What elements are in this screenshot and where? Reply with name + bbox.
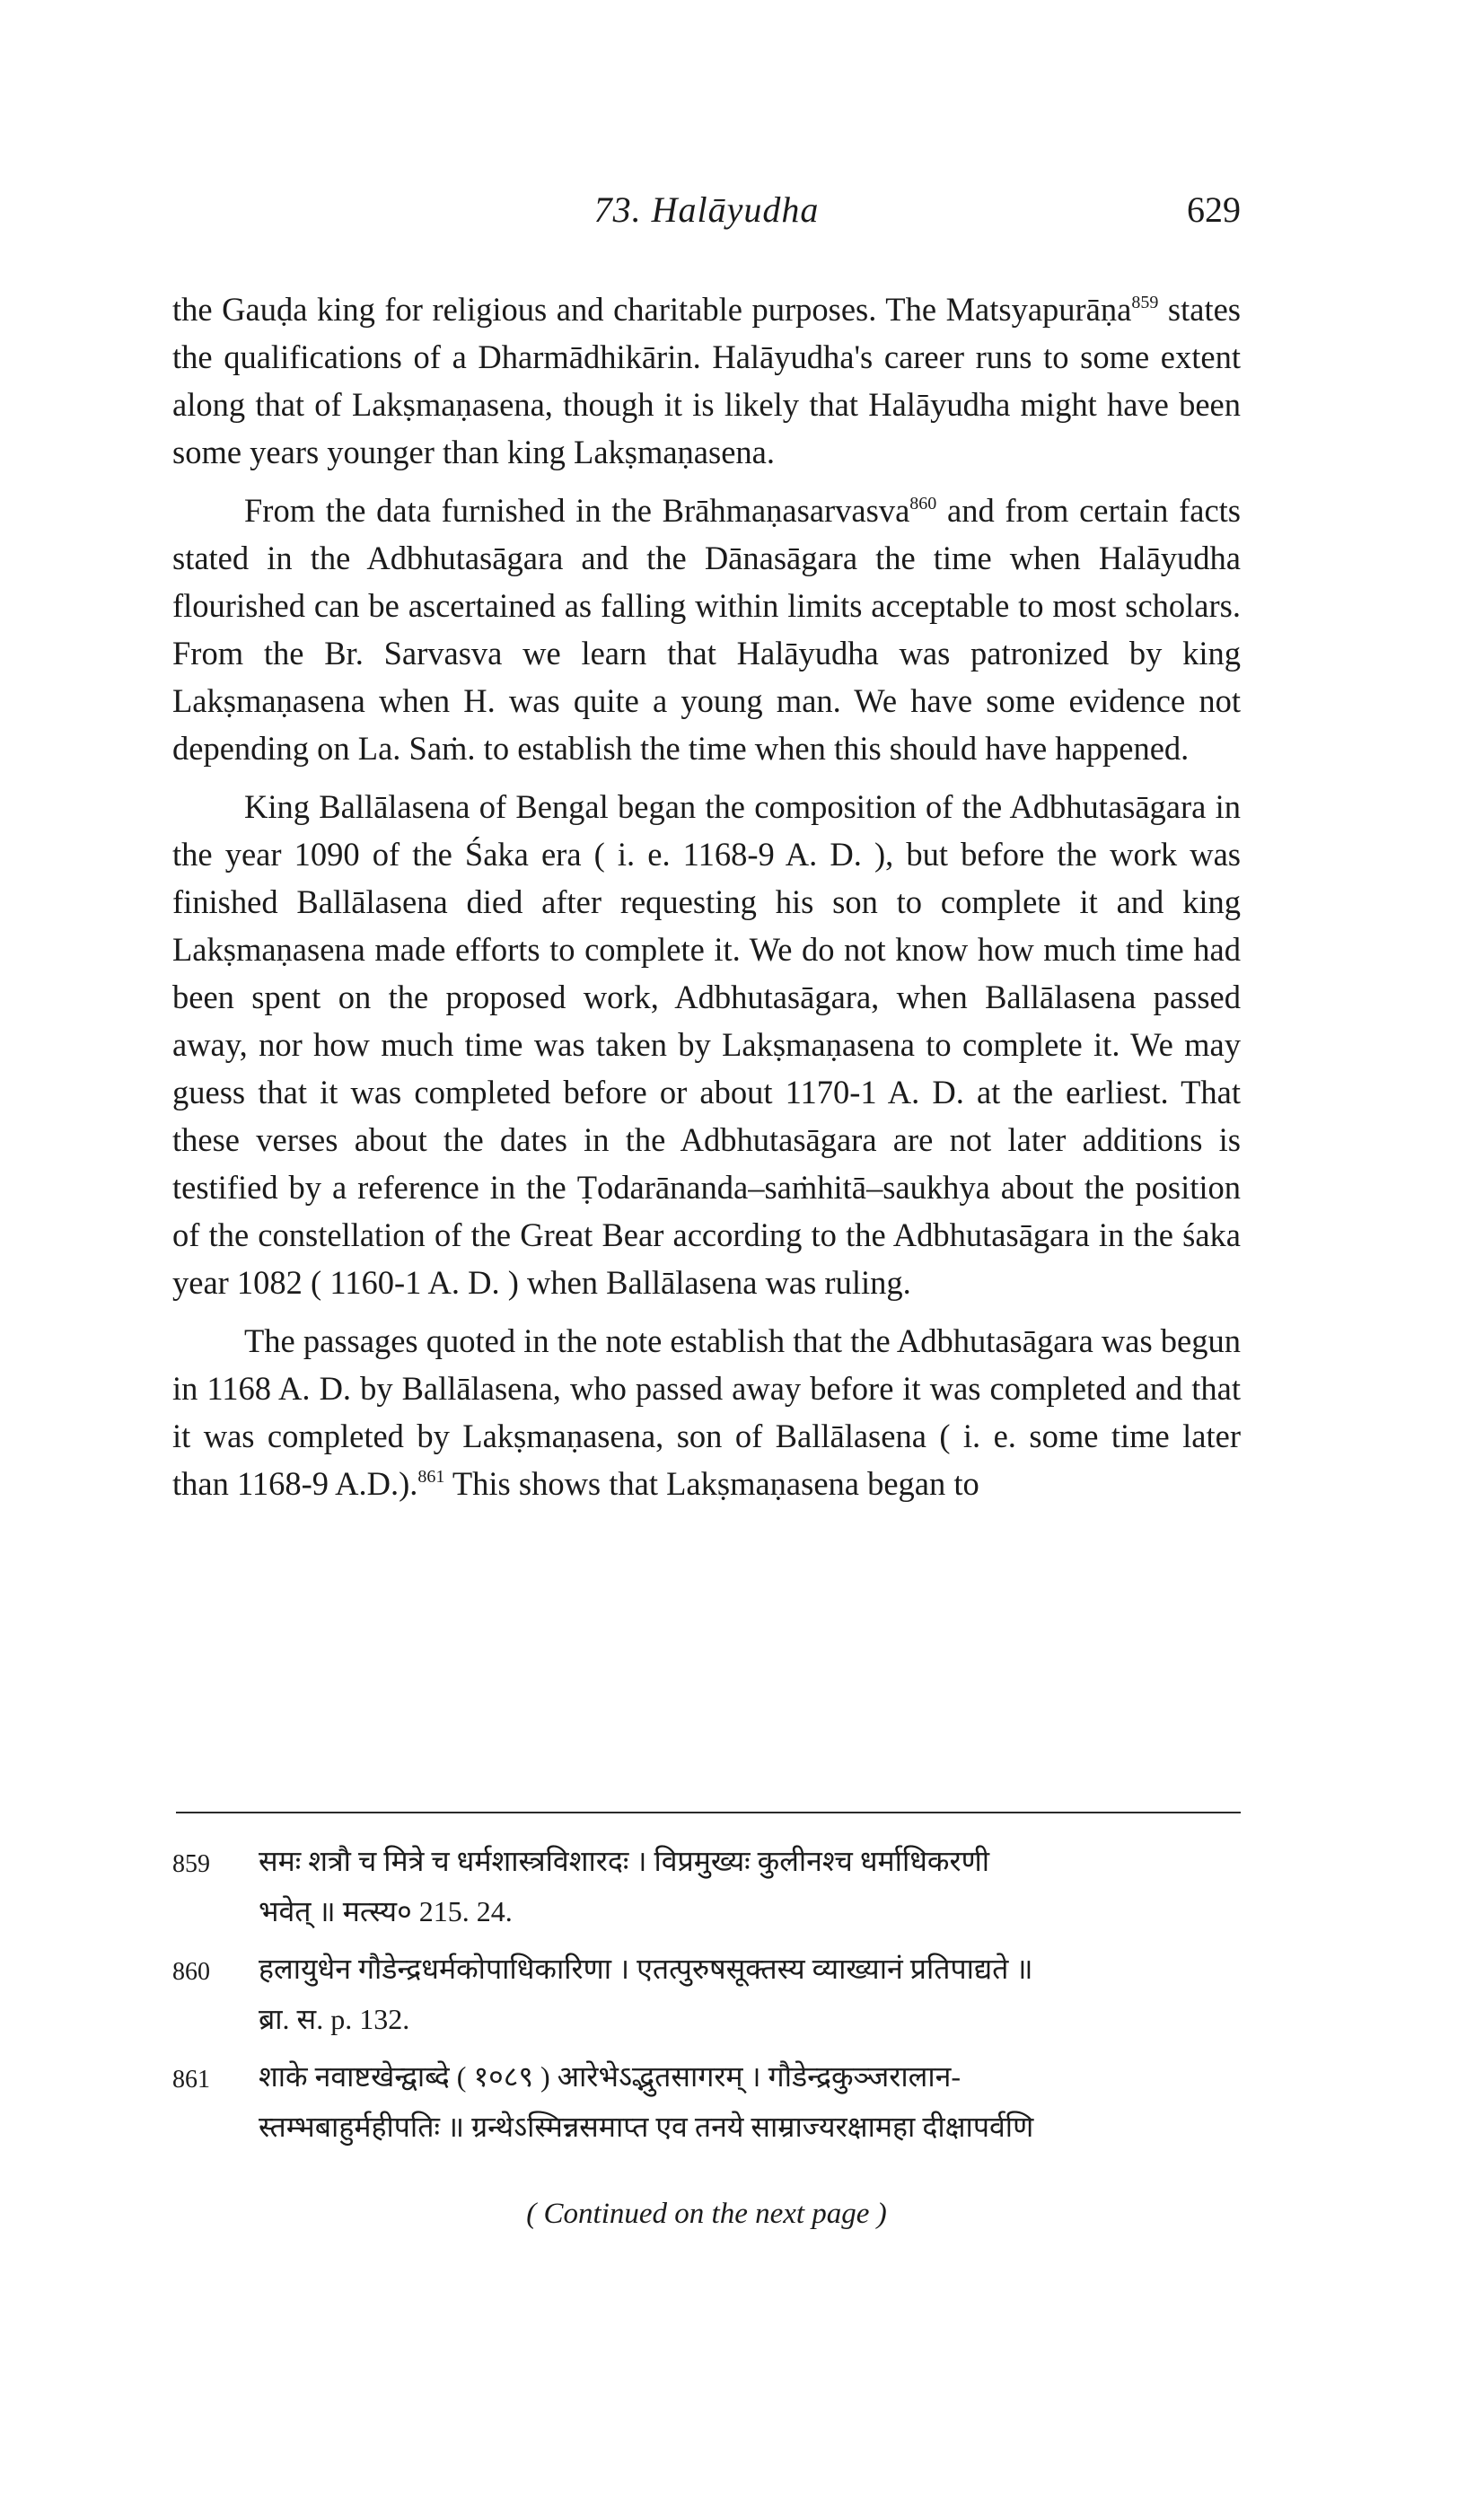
running-head <box>172 189 1241 242</box>
footnote-ref[interactable]: 860 <box>909 494 937 514</box>
footnote-line: शाके नवाष्टखेन्द्वाब्दे ( १०८९ ) आरेभेऽद्भुतसागरम् । गौडेन्द्रकुञ्जरालान- <box>259 2060 962 2093</box>
paragraph-text: This shows that Lakṣmaṇasena began to <box>444 1465 979 1502</box>
paragraph-4 <box>172 1317 1241 1507</box>
paragraph-text: The passages quoted in the note establish that the Adbhutasāgara was begun in 1168 A. D. by Ballālasena, who passed away before it was completed and that it was completed by Lakṣmaṇasena, son of Ballālasena ( i. e. some time later than 1168-9 A.D.). <box>172 1322 1241 1502</box>
paragraph-2 <box>172 487 1241 772</box>
footnote-number: 860 <box>172 1958 210 1986</box>
footnote-line: हलायुधेन गौडेन्द्रधर्मकोपाधिकारिणा । एतत्पुरुषसूक्तस्य व्याख्यानं प्रतिपाद्यते ॥ <box>259 1953 1033 1985</box>
footnote-line: ब्रा. स. p. 132. <box>259 2003 410 2035</box>
footnote-divider <box>176 1812 1241 1813</box>
footnote-861 <box>172 2051 1241 2152</box>
footnote-ref[interactable]: 861 <box>417 1467 445 1487</box>
footnotes <box>172 1836 1241 2159</box>
paragraph-text: states the qualifications of a Dharmādhikārin. Halāyudha's career runs to some extent along that of Lakṣmaṇasena, though it is likely that Halāyudha might have been some years younger than king Lakṣmaṇasena. <box>172 291 1241 470</box>
paragraph-1 <box>172 285 1241 476</box>
footnote-859 <box>172 1836 1241 1936</box>
footnote-860 <box>172 1944 1241 2044</box>
footnote-number: 859 <box>172 1850 210 1878</box>
running-title: 73. Halāyudha <box>593 189 820 230</box>
body-text <box>172 285 1241 1518</box>
paragraph-text: the Gauḍa king for religious and charitable purposes. The Matsyapurāṇa <box>172 291 1132 328</box>
continued-note: ( Continued on the next page ) <box>526 2198 887 2230</box>
footnote-line: समः शत्रौ च मित्रे च धर्मशास्त्रविशारदः । विप्रमुख्यः कुलीनश्च धर्माधिकरणी <box>259 1845 990 1877</box>
footnote-number: 861 <box>172 2066 210 2094</box>
paragraph-text: King Ballālasena of Bengal began the composition of the Adbhutasāgara in the year 1090 of the Śaka era ( i. e. 1168-9 A. D. ), but before the work was finished Ballālasena died after requesting his son to complete it and king Lakṣmaṇasena made efforts to complete it. We do not know how much time had been spent on the proposed work, Adbhutasāgara, when Ballālasena passed away, nor how much time was taken by Lakṣmaṇasena to complete it. We may guess that it was completed before or about 1170-1 A. D. at the earliest. That these verses about the dates in the Adbhutasāgara are not later additions is testified by a reference in the Ṭodarānanda–saṁhitā–saukhya about the position of the constellation of the Great Bear according to the Adbhutasāgara in the śaka year 1082 ( 1160-1 A. D. ) when Ballālasena was ruling. <box>172 788 1241 1301</box>
paragraph-3 <box>172 783 1241 1306</box>
paragraph-text: and from certain facts stated in the Adbhutasāgara and the Dānasāgara the time when Halāyudha flourished can be ascertained as falling within limits acceptable to most scholars. From the Br. Sarvasva we learn that Halāyudha was patronized by king Lakṣmaṇasena when H. was quite a young man. We have some evidence not depending on La. Saṁ. to establish the time when this should have happened. <box>172 492 1241 767</box>
footnote-ref[interactable]: 859 <box>1131 293 1159 312</box>
paragraph-text: From the data furnished in the Brāhmaṇasarvasva <box>244 492 910 529</box>
page-number: 629 <box>1187 189 1241 230</box>
footnote-line: भवेत् ॥ मत्स्य० 215. 24. <box>259 1895 513 1927</box>
footnote-line: स्तम्भबाहुर्महीपतिः ॥ ग्रन्थेऽस्मिन्नसमाप्त एव तनये साम्राज्यरक्षामहा दीक्षापर्वणि <box>259 2111 1034 2143</box>
